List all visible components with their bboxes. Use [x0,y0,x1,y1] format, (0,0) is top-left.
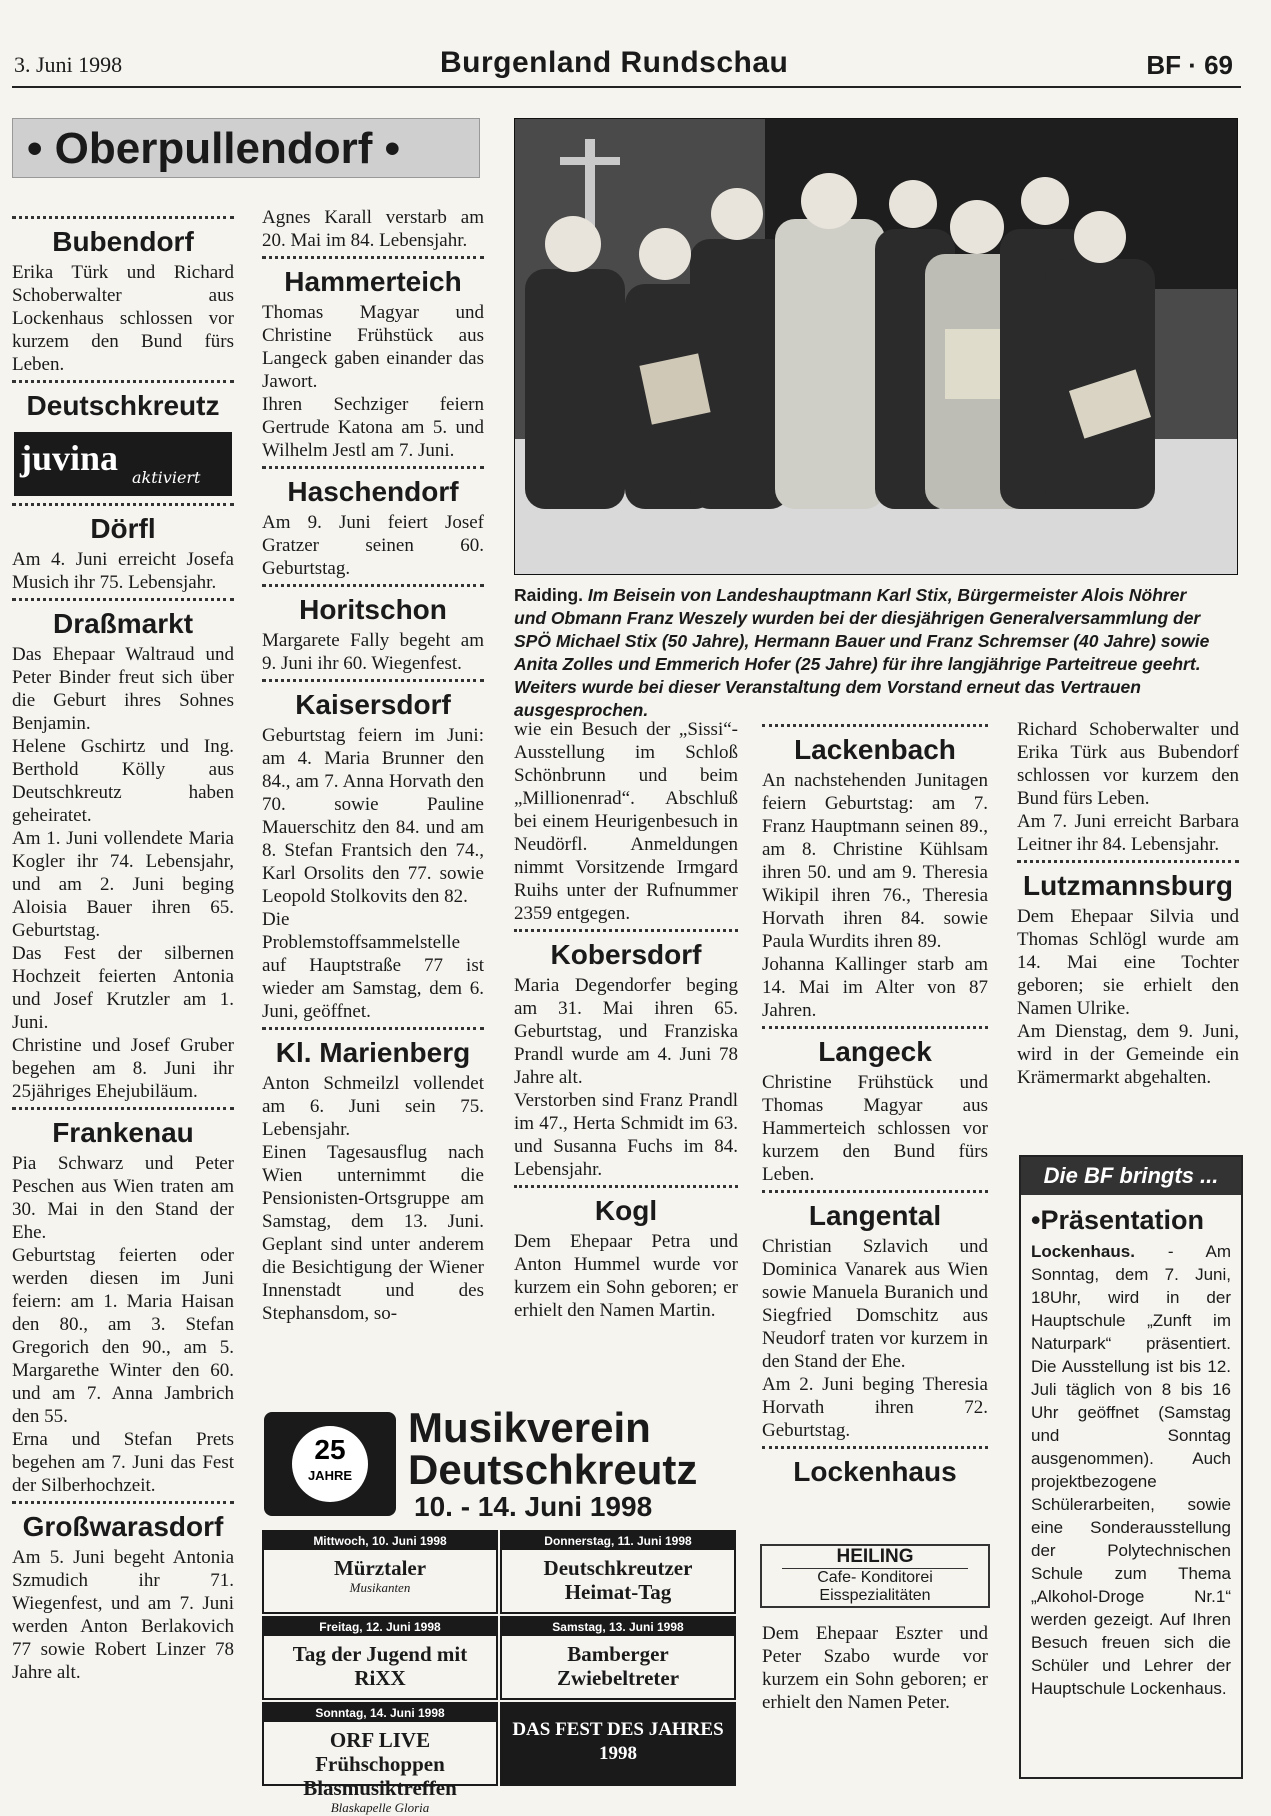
juvina-logo [14,432,232,496]
bf-box-text [1031,1240,1231,1700]
column-3 [514,718,738,1322]
ad-program-day: Donnerstag, 11. Juni 1998 [502,1532,734,1550]
section-divider [762,1026,988,1029]
group-photo [514,118,1238,575]
town-heading: Kaisersdorf [295,689,451,720]
ad-program-cell [262,1616,498,1700]
page-number: BF · 69 [1146,50,1233,80]
newspaper-title: Burgenland Rundschau [440,46,789,79]
ad-program-day: Samstag, 13. Juni 1998 [502,1618,734,1636]
badge-word: JAHRE [307,1468,353,1483]
section-divider [762,1446,988,1449]
bf-box-title: Die BF bringts ... [1021,1157,1241,1195]
news-paragraph: Dem Ehepaar Silvia und Thomas Schlögl wurde am 14. Mai eine Tochter geboren; sie erhielt den Namen Ulrike. [1017,906,1239,1019]
section-divider [12,1107,234,1110]
section-divider [514,929,738,932]
ad-program-cell [262,1702,498,1815]
news-paragraph: Richard Schoberwalter und Erika Türk aus Bubendorf schlossen vor kurzem den Bund fürs Leben. [1017,719,1239,809]
bf-box-body: - Am Sonntag, dem 7. Juni, 18Uhr, wird in der Hauptschule „Zunft im Naturpark“ präsentiert. Die Ausstellung ist bis 12. Juli täglich von 8 bis 16 Uhr geöffnet (Samstag und Sonntag ausgenommen). Auch projektbezogene Schülerarbeiten, sowie eine Sonderausstellung der Polytechnischen Schule zum Thema „Alkohol-Droge Nr.1“ werden gezeigt. Auf Ihren Besuch freuen sich die Schüler und Lehrer der Hauptschule Lockenhaus. [1031,1242,1231,1698]
news-paragraph: Ihren Sechziger feiern Gertrude Katona am 5. und Wilhelm Jestl am 7. Juni. [262,394,484,461]
section-divider [12,380,234,383]
town-heading: Großwarasdorf [22,1511,224,1542]
town-heading: Langeck [818,1036,932,1067]
ad-program-day: Freitag, 12. Juni 1998 [264,1618,496,1636]
town-heading: Draßmarkt [52,608,194,639]
news-paragraph: Geburtstag feiern im Juni: am 4. Maria Brunner den 84., am 7. Anna Horvath den 70. sowie Pauline Mauerschitz den 84. und am 8. Stefan Frantsich den 74., Karl Orsolits den 77. sowie Leopold Stolkovits den 82. [262,725,484,907]
ad-title-2: Deutschkreutz [408,1446,698,1493]
news-paragraph: Helene Gschirtz und Ing. Berthold Kölly aus Deutschkreutz haben geheiratet. [12,736,234,826]
news-paragraph: Am 1. Juni vollendete Maria Kogler ihr 74. Lebensjahr, und am 2. Juni beging Aloisia Bauer ihren 65. Geburtstag. [12,828,234,941]
news-paragraph: Anton Schmeilzl vollendet am 6. Juni sein 75. Lebensjahr. [262,1073,484,1140]
news-paragraph: Christine Frühstück und Thomas Magyar aus Hammerteich schlossen vor kurzem den Bund fürs Leben. [762,1072,988,1185]
town-heading: Langental [808,1200,942,1231]
news-paragraph: Verstorben sind Franz Prandl im 47., Herta Schmidt im 63. und Susanna Fuchs im 84. Lebensjahr. [514,1090,738,1180]
news-paragraph: Am Dienstag, dem 9. Juni, wird in der Gemeinde ein Krämermarkt abgehalten. [1017,1021,1239,1088]
caption-text: Im Beisein von Landeshauptmann Karl Stix, Bürgermeister Alois Nöhrer und Obmann Franz Weszely wurden bei der diesjährigen Generalversammlung der SPÖ Michael Stix (50 Jahre), Hermann Bauer und Franz Schremser (40 Jahre) sowie Anita Zolles und Emmerich Hofer (25 Jahre) für ihre langjährige Parteitreue geehrt. Weiters wurde bei dieser Veranstaltung dem Vorstand erneut das Vertrauen ausgesprochen. [514,585,1210,720]
section-divider [514,1185,738,1188]
section-divider [262,584,484,587]
news-paragraph: Geburtstag feierten oder werden diesen im Juni feiern: am 1. Maria Haisan den 80., am 3. Stefan Gregorich den 90., am 5. Margarethe Winter den 60. und am 7. Anna Jambrich den 55. [12,1245,234,1427]
ad-program-cell [500,1530,736,1614]
heiling-line2: Eisspezialitäten [819,1587,931,1604]
news-paragraph: Das Ehepaar Waltraud und Peter Binder freut sich über die Geburt ihres Sohnes Benjamin. [12,644,234,734]
news-paragraph: Einen Tagesausflug nach Wien unternimmt die Pensionisten-Ortsgruppe am Samstag, dem 13. Juni. Geplant sind unter anderem die Besichtigung der Wiener Innenstadt und des Stephansdom, so- [262,1142,484,1324]
town-heading: Horitschon [299,594,447,625]
column-4-bottom [762,1622,988,1714]
section-divider [12,1501,234,1504]
news-paragraph: Am 9. Juni feiert Josef Gratzer seinen 60. Geburtstag. [262,512,484,579]
ad-dates: 10. - 14. Juni 1998 [414,1491,653,1522]
ad-program-sub: Musikanten [349,1580,411,1595]
section-divider [762,724,988,727]
town-heading: Lutzmannsburg [1023,870,1233,901]
section-divider [12,216,234,219]
bf-box-lead: Lockenhaus. [1031,1242,1135,1261]
ad-program-day: Sonntag, 14. Juni 1998 [264,1704,496,1722]
news-paragraph: Am 2. Juni beging Theresia Horvath ihren 72. Geburtstag. [762,1374,988,1441]
heiling-name: HEILING [782,1546,968,1569]
town-heading: Kl. Marienberg [275,1037,471,1068]
town-heading: Deutschkreutz [26,390,220,421]
town-heading: Kogl [594,1195,658,1226]
badge-number: 25 [314,1434,346,1465]
bf-box-subtitle: •Präsentation [1031,1205,1204,1235]
section-divider [262,1027,484,1030]
news-paragraph: Das Fest der silbernen Hochzeit feierten Antonia und Josef Krutzler am 1. Juni. [12,943,234,1033]
musikverein-ad [262,1404,736,1815]
news-paragraph: Am 7. Juni erreicht Barbara Leitner ihr 84. Lebensjahr. [1017,811,1239,855]
juvina-logo-name: juvina [20,438,119,478]
news-paragraph: Margarete Fally begeht am 9. Juni ihr 60. Wiegenfest. [262,630,484,674]
news-paragraph: Erna und Stefan Prets begehen am 7. Juni das Fest der Silberhochzeit. [12,1429,234,1496]
section-divider [262,256,484,259]
photo-caption [514,584,1214,722]
town-heading: Haschendorf [287,476,459,507]
news-paragraph: Die Problemstoffsammelstelle auf Hauptstraße 77 ist wieder am Samstag, dem 6. Juni, geöffnet. [262,909,484,1022]
news-paragraph: Agnes Karall verstarb am 20. Mai im 84. Lebensjahr. [262,207,484,251]
town-heading: Lackenbach [794,734,956,765]
town-heading: Frankenau [52,1117,194,1148]
news-paragraph: An nachstehenden Junitagen feiern Geburtstag: am 7. Franz Hauptmann seinen 89., am 8. Christine Kühlsam ihren 50. und am 9. Theresia Wikipil ihren 76., Theresia Horvath ihren 84. sowie Paula Wurdits ihren 89. [762,770,988,952]
bf-bringts-box [1019,1155,1243,1779]
ad-program-cell [500,1616,736,1700]
caption-lead: Raiding. [514,585,584,605]
section-divider [262,466,484,469]
ad-program-act: Bamberger Zwiebeltreter [556,1642,680,1690]
ad-program-cell [500,1702,736,1786]
news-paragraph: Erika Türk und Richard Schoberwalter aus Lockenhaus schlossen vor kurzem den Bund fürs Leben. [12,262,234,375]
news-paragraph: Dem Ehepaar Eszter und Peter Szabo wurde vor kurzem ein Sohn geboren; er erhielt den Namen Peter. [762,1623,988,1713]
ad-program-sub: Blaskapelle Gloria [330,1800,430,1815]
news-paragraph: Thomas Magyar und Christine Frühstück aus Langeck gaben einander das Jawort. [262,302,484,392]
heiling-ad [760,1544,990,1608]
town-heading: Bubendorf [52,226,194,257]
header-rule [12,86,1241,88]
section-divider [12,503,234,506]
section-divider [762,1190,988,1193]
ad-program-act: ORF LIVE Frühschoppen Blasmusiktreffen [303,1728,457,1800]
town-heading: Lockenhaus [793,1456,957,1487]
news-paragraph: Pia Schwarz und Peter Peschen aus Wien traten am 30. Mai in den Stand der Ehe. [12,1153,234,1243]
ad-program-act: Deutschkreutzer Heimat-Tag [543,1556,693,1604]
column-2 [262,206,484,1325]
town-heading: Kobersdorf [550,939,702,970]
news-paragraph: wie ein Besuch der „Sissi“-Ausstellung im Schloß Schönbrunn und beim „Millionenrad“. Abschluß bei einem Heurigenbesuch in Neudörfl. Anmeldungen nimmt Vorsitzende Irmgard Ruihs unter der Rufnummer 2359 entgegen. [514,719,738,924]
heiling-line1: Cafe- Konditorei [817,1569,933,1586]
news-paragraph: Maria Degendorfer beging am 31. Mai ihren 65. Geburtstag, und Franziska Prandl wurde am 4. Juni 78 Jahre alt. [514,975,738,1088]
news-paragraph: Christine und Josef Gruber begehen am 8. Juni ihr 25jähriges Ehejubiläum. [12,1035,234,1102]
ad-program-act: Tag der Jugend mit RiXX [292,1642,468,1690]
issue-date: 3. Juni 1998 [14,52,123,77]
town-heading: Dörfl [90,513,156,544]
news-paragraph: Am 5. Juni begeht Antonia Szmudich ihr 71. Wiegenfest, und am 7. Juni werden Anton Berlakovich 77 sowie Robert Linzer 78 Jahre alt. [12,1547,234,1683]
news-paragraph: Am 4. Juni erreicht Josefa Musich ihr 75. Lebensjahr. [12,549,234,593]
ad-title-1: Musikverein [408,1404,651,1451]
news-paragraph: Christian Szlavich und Dominica Vanarek aus Wien sowie Manuela Buranich und Siegfried Domschitz aus Neudorf traten vor kurzem in den Stand der Ehe. [762,1236,988,1372]
section-banner: • Oberpullendorf • [12,118,480,178]
ad-program-day: Mittwoch, 10. Juni 1998 [264,1532,496,1550]
column-4 [762,720,988,1491]
section-divider [1017,860,1239,863]
ad-program-act: Mürztaler [333,1556,427,1580]
news-paragraph: Johanna Kallinger starb am 14. Mai im Alter von 87 Jahren. [762,954,988,1021]
section-divider [12,598,234,601]
ad-program-cell [262,1530,498,1614]
column-5 [1017,718,1239,1089]
juvina-logo-tag: aktiviert [132,468,201,487]
ad-program-act: DAS FEST DES JAHRES 1998 [512,1719,724,1764]
group-photo-image [515,119,1237,574]
news-paragraph: Dem Ehepaar Petra und Anton Hummel wurde vor kurzem ein Sohn geboren; er erhielt den Namen Martin. [514,1231,738,1321]
ad-program-grid [262,1530,736,1815]
anniversary-badge [264,1412,396,1516]
section-divider [262,679,484,682]
town-heading: Hammerteich [284,266,462,297]
